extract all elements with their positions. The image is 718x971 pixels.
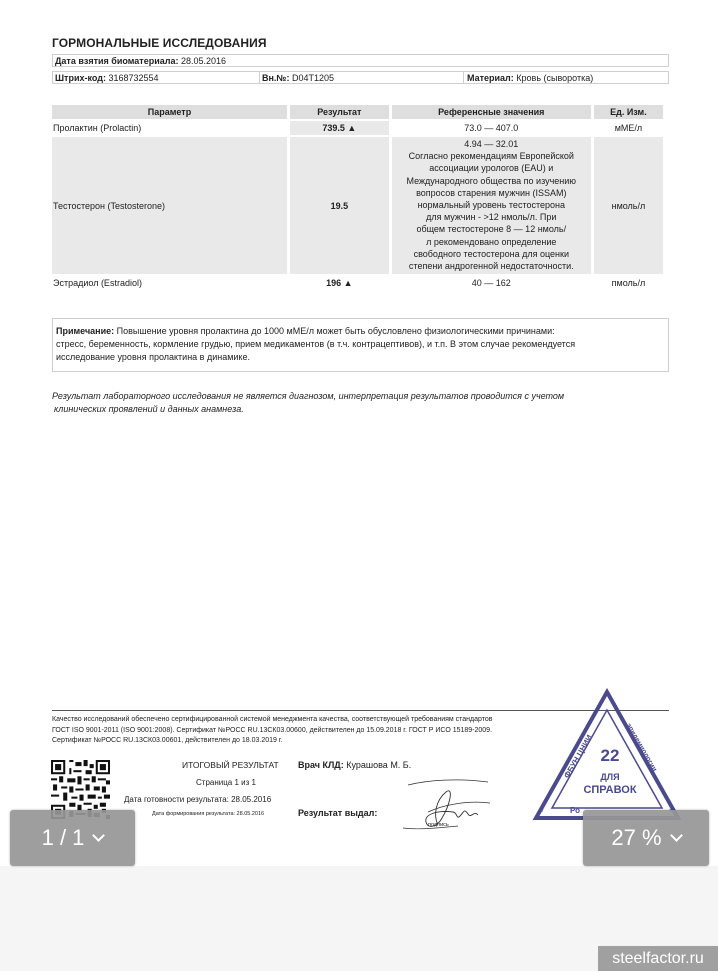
collection-date-row xyxy=(52,54,669,67)
zoom-button[interactable] xyxy=(583,810,709,866)
reference-prolactin: 73.0 — 407.0 xyxy=(464,123,519,133)
stamp-number: 22 xyxy=(600,746,620,765)
collection-date: Дата взятия биоматериала: 28.05.2016 xyxy=(55,56,227,66)
svg-text:*: * xyxy=(540,807,544,817)
signature-icon xyxy=(398,770,493,835)
barcode: Штрих-код: 3168732554 xyxy=(55,73,159,83)
header-unit: Ед. Изм. xyxy=(594,105,663,119)
unit-testosterone: нмоль/л xyxy=(594,137,663,274)
note-text-line2: стресс, беременность, кормление грудью, прием медикаментов (в т.ч. контрацептивов), и т.п. В этом случае рекомендуется xyxy=(56,339,576,349)
stamp-line1: ДЛЯ xyxy=(600,772,620,782)
zoom-label: 27 % xyxy=(611,825,662,850)
barcode-row xyxy=(52,71,669,84)
header-parameter: Параметр xyxy=(52,105,287,119)
stamp-right-text: эпидемиологии xyxy=(624,722,658,773)
result-prolactin: 739.5 ▲ xyxy=(290,121,389,135)
disclaimer: Результат лабораторного исследования не является диагнозом, интерпретация результатов проводится с учетом клинических проявлений и данных анамнеза. xyxy=(52,391,565,414)
note-box xyxy=(52,318,669,372)
unit-prolactin: мМЕ/л xyxy=(614,123,643,133)
quality-statement: Качество исследований обеспечено сертифицированной системой менеджмента качества, соответствующей требованиям стандартов ГОСТ ISO 9001-2011 (ISO 9001:2008). Сертификат №РОСС RU.13СК03.00600, действителен до 15.09.2018 г. ГОСТ Р ИСО 15189-2009. Сертификат №РОСС RU.13СК03.00601, действителен до 18.03.2019 г. xyxy=(52,716,493,744)
table-header-row xyxy=(52,105,663,119)
page-indicator-label: 1 / 1 xyxy=(41,825,85,850)
stamp-left-text: ФБУН ЦНИИ xyxy=(562,733,595,780)
note-text: Повышение уровня пролактина до 1000 мМЕ/л может быть обусловлено физиологическими причинами: xyxy=(116,326,555,336)
page-info: Страница 1 из 1 xyxy=(196,778,256,787)
page-indicator-button[interactable] xyxy=(10,810,135,866)
param-estradiol: Эстрадиол (Estradiol) xyxy=(53,278,142,289)
result-testosterone: 19.5 xyxy=(290,137,389,274)
ready-date: Дата готовности результата: 28.05.2016 xyxy=(124,795,272,804)
watermark: steelfactor.ru xyxy=(598,946,718,971)
signature-caption: подпись xyxy=(428,822,449,828)
table-row xyxy=(52,276,663,290)
lab-stamp xyxy=(532,688,682,824)
stamp-bottom-text: Ро xyxy=(570,806,581,815)
header-reference: Референсные значения xyxy=(392,105,591,119)
param-testosterone: Тестостерон (Testosterone) xyxy=(52,137,287,274)
table-row xyxy=(52,121,663,135)
issued-by-label: Результат выдал: xyxy=(298,808,378,818)
note-text-line3: исследование уровня пролактина в динамике. xyxy=(56,352,250,362)
table-row xyxy=(52,137,663,274)
internal-number: Вн.№: D04T1205 xyxy=(262,73,335,83)
param-prolactin: Пролактин (Prolactin) xyxy=(53,123,142,133)
final-result-label: ИТОГОВЫЙ РЕЗУЛЬТАТ xyxy=(182,760,279,770)
formed-date: Дата формирования результата: 28.05.2016 xyxy=(152,811,265,817)
result-estradiol: 196 ▲ xyxy=(326,278,353,289)
material: Материал: Кровь (сыворотка) xyxy=(467,73,594,83)
doctor: Врач КЛД: Курашова М. Б. xyxy=(298,760,412,770)
document-title: ГОРМОНАЛЬНЫЕ ИССЛЕДОВАНИЯ xyxy=(52,36,267,50)
chevron-down-icon xyxy=(670,829,683,842)
note-label: Примечание: xyxy=(56,326,115,336)
unit-estradiol: пмоль/л xyxy=(611,278,646,289)
reference-testosterone: 4.94 — 32.01 Согласно рекомендациям Европейской ассоциации урологов (EAU) и Международного общества по изучению вопросов старения мужчин (ISSAM) нормальный уровень тестостерона для мужчин - >12 нмоль/л. При общем тестостероне 8 — 12 нмоль/ л рекомендовано определение свободного тестостерона для оценки степени андрогенной недостаточности. xyxy=(392,137,591,274)
reference-estradiol: 40 — 162 xyxy=(471,278,511,289)
chevron-down-icon xyxy=(93,829,106,842)
stamp-line2: СПРАВОК xyxy=(583,784,637,796)
results-table xyxy=(49,105,666,290)
header-result: Результат xyxy=(290,105,389,119)
